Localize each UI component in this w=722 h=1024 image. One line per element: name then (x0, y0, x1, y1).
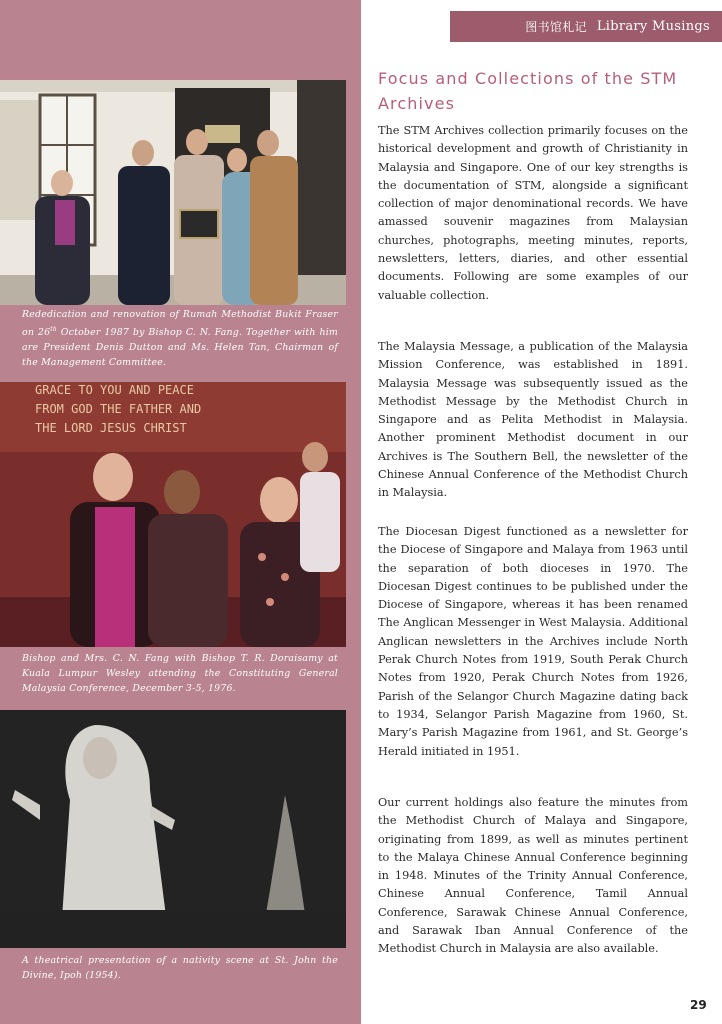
article-paragraph: The Malaysia Message, a publication of the Malaysia Mission Conference, was established in 1891. Malaysia Message was subsequently issued as the Methodist Message by the Methodist Church in Singapore and as Pelita Methodist in Malaysia. Another prominent Methodist document in our Archives is The Southern Bell, the newsletter of the Chinese Annual Conference of the Methodist Church in Malaysia. (378, 340, 688, 500)
article-paragraph: Our current holdings also feature the minutes from the Methodist Church of Malaya and Singapore, originating from 1899, as well as minutes pertinent to the Malaya Chinese Annual Conference beginning in 1948. Minutes of the Trinity Annual Conference, Chinese Annual Conference, Tamil Annual Conference, Sarawak Chinese Annual Conference, and Sarawak Iban Annual Conference of the Methodist Church in Malaysia are also available. (378, 796, 688, 956)
section-header-badge (450, 11, 722, 42)
section-label-chinese: 图书馆札记 (525, 20, 587, 34)
photo-nativity (0, 710, 346, 948)
section-label-english: Library Musings (596, 19, 710, 34)
banner-line-3: THE LORD JESUS CHRIST (35, 421, 187, 435)
photo-rededication (0, 80, 346, 305)
bishops-photo-image (0, 382, 346, 647)
photo-bishops (0, 382, 346, 647)
nativity-photo-image (0, 710, 346, 948)
page-number: 29 (690, 998, 707, 1012)
rededication-photo-image (0, 80, 346, 305)
caption-bishops: Bishop and Mrs. C. N. Fang with Bishop T. R. Doraisamy at Kuala Lumpur Wesley attending the Constituting General Malaysia Conference, December 3-5, 1976. (22, 653, 338, 694)
banner-line-1: GRACE TO YOU AND PEACE (35, 383, 194, 397)
article-paragraph: The STM Archives collection primarily focuses on the historical development and growth of Christianity in Malaysia and Singapore. One of our key strengths is the documentation of STM, alongside a significant collection of major denominational records. We have amassed souvenir magazines from Malaysian churches, photographs, meeting minutes, reports, newsletters, letters, diaries, and other essential documents. Following are some examples of our valuable collection. (378, 124, 688, 302)
banner-line-2: FROM GOD THE FATHER AND (35, 402, 202, 416)
article-title: Focus and Collections of the STM Archives (378, 69, 678, 113)
caption-rededication: Rededication and renovation of Rumah Methodist Bukit Fraser on 26th October 1987 by Bishop C. N. Fang. Together with him are President Denis Dutton and Ms. Helen Tan, Chairman of the Management Committee. (22, 309, 338, 369)
article-paragraph: The Diocesan Digest functioned as a newsletter for the Diocese of Singapore and Malaya from 1963 until the separation of both dioceses in 1970. The Diocesan Digest continues to be published under the Diocese of Singapore, whereas it has been renamed The Anglican Messenger in West Malaysia. Additional Anglican newsletters in the Archives include North Perak Church Notes from 1919, South Perak Church Notes from 1920, Perak Church Notes from 1926, Parish of the Selangor Church Magazine dating back to 1934, Selangor Parish Magazine from 1960, St. Mary’s Parish Magazine from 1961, and St. George’s Herald initiated in 1951. (378, 525, 688, 758)
caption-nativity: A theatrical presentation of a nativity scene at St. John the Divine, Ipoh (1954). (22, 955, 338, 981)
